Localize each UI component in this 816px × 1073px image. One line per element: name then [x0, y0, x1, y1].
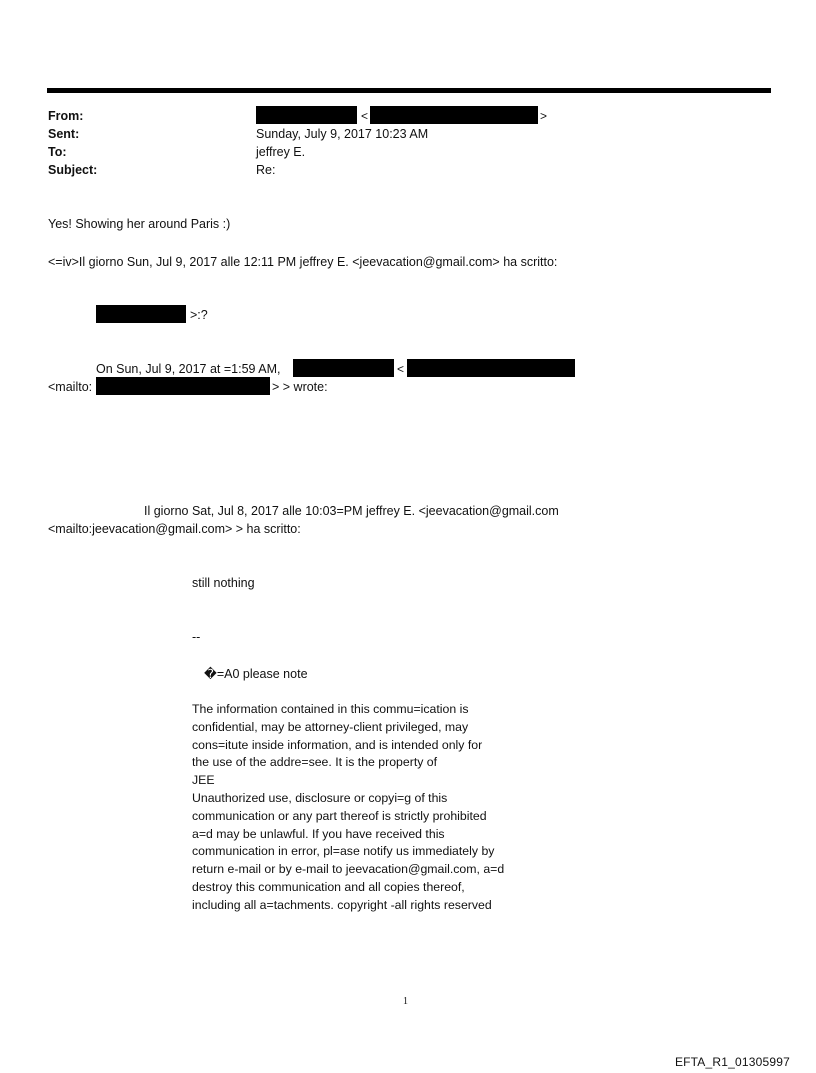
quote2-wrote: > > wrote:	[272, 380, 328, 394]
notice-line: return e-mail or by e-mail to jeevacation@gmail.com, a=d	[192, 862, 505, 877]
quote3-line2: <mailto:jeevacation@gmail.com> > ha scritto:	[48, 522, 301, 536]
signature-dash: --	[192, 630, 201, 644]
quote2-mailto: <mailto:	[48, 380, 93, 394]
sent-value: Sunday, July 9, 2017 10:23 AM	[256, 127, 429, 141]
still-nothing-text: still nothing	[192, 576, 255, 590]
from-label: From:	[48, 109, 84, 123]
sent-label: Sent:	[48, 127, 80, 141]
from-close-bracket: >	[540, 109, 548, 123]
notice-line: the use of the addre=see. It is the property of	[192, 755, 438, 770]
quote2-intro: On Sun, Jul 9, 2017 at =1:59 AM,	[96, 362, 281, 376]
page-number: 1	[403, 996, 408, 1007]
subject-label: Subject:	[48, 163, 98, 177]
notice-line: The information contained in this commu=ication is	[192, 702, 469, 716]
subject-value: Re:	[256, 163, 276, 177]
document-id: EFTA_R1_01305997	[674, 1055, 790, 1069]
header-rule	[47, 88, 771, 93]
notice-line: cons=itute inside information, and is intended only for	[192, 737, 483, 752]
notice-line: Unauthorized use, disclosure or copyi=g of this	[192, 790, 448, 805]
quote2-open-bracket: <	[397, 362, 405, 376]
notice-line: communication in error, pl=ase notify us immediately by	[192, 844, 495, 859]
quote1-text: >:?	[190, 308, 208, 322]
to-value: jeffrey E.	[256, 145, 306, 159]
quote3-line1: Il giorno Sat, Jul 8, 2017 alle 10:03=PM jeffrey E. <jeevacation@gmail.com	[144, 504, 559, 518]
confidentiality-notice	[192, 701, 504, 915]
notice-line: destroy this communication and all copies thereof,	[192, 879, 465, 894]
notice-line: communication or any part thereof is strictly prohibited	[192, 808, 487, 823]
notice-line: including all a=tachments. copyright -all rights reserved	[192, 897, 492, 912]
to-label: To:	[48, 145, 67, 159]
redaction-from-email	[370, 106, 538, 124]
redaction-from-name	[256, 106, 357, 124]
please-note-text: �=A0 please note	[204, 667, 308, 681]
reply-text: Yes! Showing her around Paris :)	[48, 217, 231, 231]
redaction-quote2-mailto	[96, 377, 270, 395]
notice-line: a=d may be unlawful. If you have received this	[192, 826, 445, 841]
notice-line: JEE	[192, 773, 215, 788]
from-open-bracket: <	[361, 109, 369, 123]
quote1-intro: <=iv>Il giorno Sun, Jul 9, 2017 alle 12:11 PM jeffrey E. <jeevacation@gmail.com> ha scritto:	[48, 255, 558, 269]
redaction-quote2-name	[293, 359, 394, 377]
redaction-quote1	[96, 305, 186, 323]
notice-line: confidential, may be attorney-client privileged, may	[192, 719, 469, 734]
redaction-quote2-email	[407, 359, 575, 377]
